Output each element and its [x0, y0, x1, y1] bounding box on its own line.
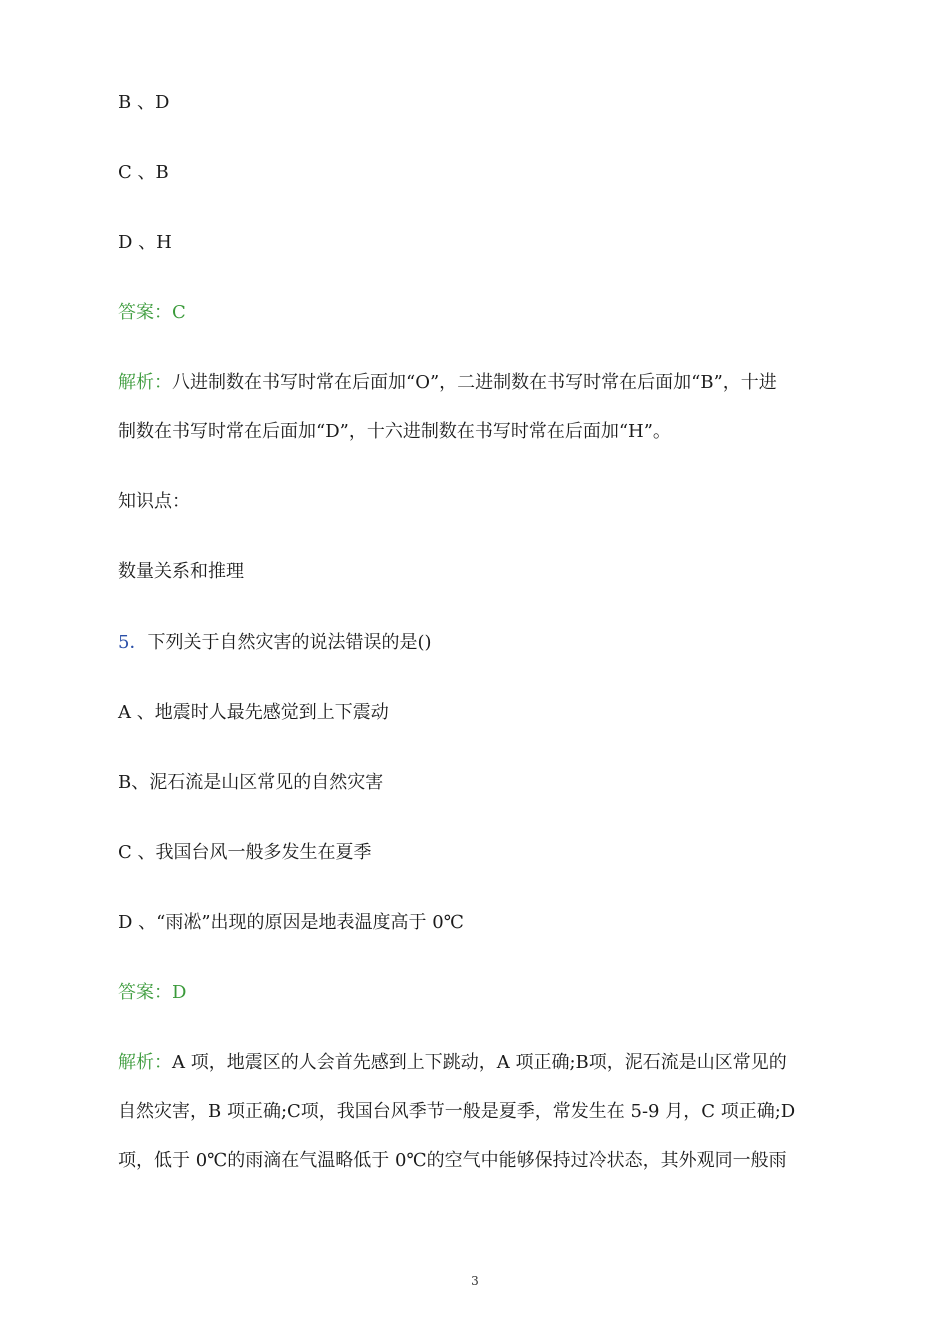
q5-answer-value: D: [172, 982, 187, 1003]
q5-analysis-line3: 项，低于 0℃的雨滴在气温略低于 0℃的空气中能够保持过冷状态，其外观同一般雨: [118, 1150, 787, 1171]
q4-answer-label: 答案：: [118, 302, 172, 323]
q4-answer-value: C: [172, 302, 186, 323]
q4-knowledge-value: 数量关系和推理: [118, 561, 244, 582]
q4-analysis-line2: 制数在书写时常在后面加“D”，十六进制数在书写时常在后面加“H”。: [118, 421, 671, 442]
q5-option-d: D 、“雨凇”出现的原因是地表温度高于 0℃: [118, 912, 464, 933]
q4-option-c: C 、B: [118, 162, 169, 183]
q4-analysis: [118, 371, 834, 444]
q4-option-b: B 、D: [118, 92, 170, 113]
q5-option-a: A 、地震时人最先感觉到上下震动: [118, 702, 389, 723]
q5-analysis-label: 解析：: [118, 1052, 172, 1073]
q4-knowledge-label: 知识点：: [118, 491, 190, 512]
q4-answer: [118, 301, 186, 325]
q5-answer: [118, 981, 186, 1005]
q5-option-b: B、泥石流是山区常见的自然灾害: [118, 772, 384, 793]
q5-analysis-line1: A 项，地震区的人会首先感到上下跳动，A 项正确;B项，泥石流是山区常见的: [172, 1052, 787, 1073]
q5-number: 5．: [118, 632, 148, 653]
q5-stem-text: 下列关于自然灾害的说法错误的是(): [147, 632, 432, 653]
q5-answer-label: 答案：: [118, 982, 172, 1003]
q4-analysis-line1: 八进制数在书写时常在后面加“O”，二进制数在书写时常在后面加“B”，十进: [172, 372, 777, 393]
q4-analysis-label: 解析：: [118, 372, 172, 393]
q4-option-d: D 、H: [118, 232, 172, 253]
page-number: 3: [471, 1274, 479, 1288]
q5-stem: [118, 631, 432, 655]
q5-analysis: [118, 1051, 834, 1173]
q5-option-c: C 、我国台风一般多发生在夏季: [118, 842, 372, 863]
q5-analysis-line2: 自然灾害，B 项正确;C项，我国台风季节一般是夏季，常发生在 5-9 月，C 项正确;D: [118, 1101, 796, 1122]
